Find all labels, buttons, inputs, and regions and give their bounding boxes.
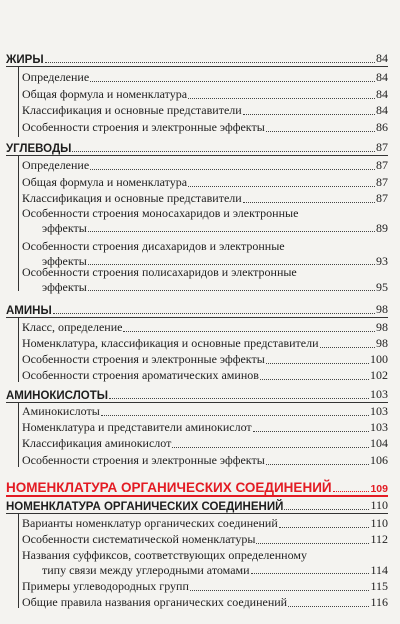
leader-dots: [251, 573, 370, 574]
leader-dots: [333, 491, 370, 492]
page-number: 110: [370, 516, 388, 530]
leader-dots: [109, 398, 369, 399]
toc-item[interactable]: [22, 579, 388, 594]
toc-item-label: Общая формула и номенклатура: [22, 175, 188, 189]
toc-item[interactable]: [22, 532, 388, 547]
toc-item[interactable]: [22, 420, 388, 435]
chapter-divider: [6, 495, 388, 497]
toc-heading-carbs[interactable]: [6, 141, 388, 155]
toc-item[interactable]: [22, 404, 388, 419]
leader-dots: [260, 379, 369, 380]
toc-chapter-heading[interactable]: [6, 478, 388, 495]
toc-item-label: Классификация и основные представители: [22, 191, 242, 205]
toc-heading-aminoacids[interactable]: [6, 388, 388, 402]
toc-heading-label: АМИНЫ: [6, 305, 52, 317]
leader-dots: [320, 347, 375, 348]
toc-item[interactable]: [22, 120, 388, 135]
page-number: 87: [376, 175, 388, 189]
toc-item[interactable]: [22, 336, 388, 351]
page-number: 109: [370, 483, 388, 495]
page-number: 87: [376, 140, 388, 154]
toc-heading-label: АМИНОКИСЛОТЫ: [6, 390, 109, 402]
toc-item-label: Названия суффиксов, соответствующих определенному: [22, 548, 307, 562]
leader-dots: [72, 151, 375, 152]
page-number: 84: [376, 51, 388, 65]
toc-item-label: Общие правила названия органических соединений: [22, 595, 288, 609]
section-divider: [6, 155, 388, 156]
toc-item[interactable]: [22, 158, 388, 173]
page-number: 115: [370, 579, 388, 593]
toc-item[interactable]: [22, 595, 388, 610]
section-divider: [6, 513, 388, 514]
toc-item-label: Варианты номенклатур органических соединений: [22, 516, 278, 530]
page-number: 104: [370, 436, 388, 450]
toc-item[interactable]: [22, 70, 388, 85]
leader-dots: [243, 114, 375, 115]
page-number: 103: [370, 404, 388, 418]
page-number: 116: [370, 595, 388, 609]
toc-item-label-cont: типу связи между углеродными атомами: [42, 562, 250, 577]
toc-item-label: Номенклатура и представители аминокислот: [22, 420, 252, 434]
toc-item[interactable]: [22, 320, 388, 335]
page-number: 98: [376, 320, 388, 334]
page-number: 93: [376, 253, 388, 268]
leader-dots: [266, 363, 369, 364]
section-divider: [6, 317, 388, 318]
toc-item-label: Аминокислоты: [22, 404, 100, 418]
page-number: 95: [376, 279, 388, 294]
toc-heading-fats[interactable]: [6, 52, 388, 66]
toc-heading-nomenclature[interactable]: [6, 499, 388, 513]
leader-dots: [288, 606, 369, 607]
page-number: 87: [376, 191, 388, 205]
leader-dots: [88, 231, 375, 232]
toc-item-label: Особенности строения ароматических аминов: [22, 368, 259, 382]
page-number: 98: [376, 302, 388, 316]
toc-item-label: Особенности систематической номенклатуры: [22, 532, 256, 546]
toc-heading-amines[interactable]: [6, 303, 388, 317]
leader-dots: [53, 313, 375, 314]
page-number: 89: [376, 220, 388, 235]
leader-dots: [266, 464, 369, 465]
leader-dots: [45, 62, 375, 63]
leader-dots: [90, 169, 375, 170]
toc-item[interactable]: [22, 436, 388, 451]
toc-item-label: Определение: [22, 158, 90, 172]
toc-item-label: Особенности строения и электронные эффекты: [22, 453, 265, 467]
leader-dots: [188, 98, 375, 99]
page-number: 102: [370, 368, 388, 382]
toc-item[interactable]: [22, 368, 388, 383]
toc-heading-label: УГЛЕВОДЫ: [6, 143, 72, 155]
page-number: 110: [370, 498, 388, 512]
toc-item[interactable]: [22, 87, 388, 102]
leader-dots: [88, 290, 375, 291]
toc-item[interactable]: [22, 175, 388, 190]
toc-item-label: Особенности строения дисахаридов и электронные: [22, 239, 285, 253]
leader-dots: [188, 186, 375, 187]
chapter-title: НОМЕНКЛАТУРА ОРГАНИЧЕСКИХ СОЕДИНЕНИЙ: [6, 480, 332, 495]
leader-dots: [253, 431, 369, 432]
leader-dots: [284, 509, 369, 510]
page-number: 106: [370, 453, 388, 467]
leader-dots: [190, 590, 370, 591]
page-number: 84: [376, 103, 388, 117]
toc-item-label: Примеры углеводородных групп: [22, 579, 189, 593]
toc-item-label: Особенности строения моносахаридов и электронные: [22, 206, 299, 220]
section-divider: [6, 402, 388, 403]
toc-item-label-cont: эффекты: [42, 279, 87, 294]
section-bar: [18, 67, 19, 137]
leader-dots: [243, 202, 375, 203]
toc-item[interactable]: [22, 453, 388, 468]
toc-item-label-cont: эффекты: [42, 253, 87, 268]
page-number: 112: [370, 532, 388, 546]
section-bar: [18, 514, 19, 608]
page-number: 86: [376, 120, 388, 134]
toc-item-label-cont: эффекты: [42, 220, 87, 235]
leader-dots: [101, 415, 369, 416]
toc-item-wrapped[interactable]: [22, 548, 388, 577]
leader-dots: [266, 131, 375, 132]
toc-item[interactable]: [22, 352, 388, 367]
toc-item-wrapped[interactable]: [22, 206, 388, 235]
page-number: 84: [376, 87, 388, 101]
page-number: 103: [370, 387, 388, 401]
leader-dots: [123, 331, 375, 332]
toc-heading-label: ЖИРЫ: [6, 54, 44, 66]
toc-item[interactable]: [22, 191, 388, 206]
toc-item-label: Классификация и основные представители: [22, 103, 242, 117]
page-number: 87: [376, 158, 388, 172]
section-divider: [6, 66, 388, 67]
page-number: 84: [376, 70, 388, 84]
toc-item-label: Классификация аминокислот: [22, 436, 172, 450]
toc-item-label: Особенности строения и электронные эффекты: [22, 352, 265, 366]
section-bar: [18, 156, 19, 291]
leader-dots: [256, 543, 369, 544]
toc-item[interactable]: [22, 516, 388, 531]
leader-dots: [172, 447, 369, 448]
toc-item-label: Особенности строения и электронные эффекты: [22, 120, 265, 134]
toc-heading-label: НОМЕНКЛАТУРА ОРГАНИЧЕСКИХ СОЕДИНЕНИЙ: [6, 501, 284, 513]
toc-item[interactable]: [22, 103, 388, 118]
toc-item-label: Особенности строения полисахаридов и электронные: [22, 265, 297, 279]
section-bar: [18, 403, 19, 467]
toc-item-label: Номенклатура, классификация и основные представители: [22, 336, 319, 350]
page-number: 98: [376, 336, 388, 350]
page-number: 100: [370, 352, 388, 366]
leader-dots: [279, 527, 370, 528]
section-bar: [18, 318, 19, 382]
toc-item-wrapped[interactable]: [22, 265, 388, 294]
toc-item-label: Общая формула и номенклатура: [22, 87, 188, 101]
leader-dots: [90, 81, 375, 82]
toc-item-label: Определение: [22, 70, 90, 84]
page-number: 103: [370, 420, 388, 434]
toc-item-label: Класс, определение: [22, 320, 123, 334]
page-number: 114: [370, 562, 388, 577]
toc-item-wrapped[interactable]: [22, 239, 388, 268]
